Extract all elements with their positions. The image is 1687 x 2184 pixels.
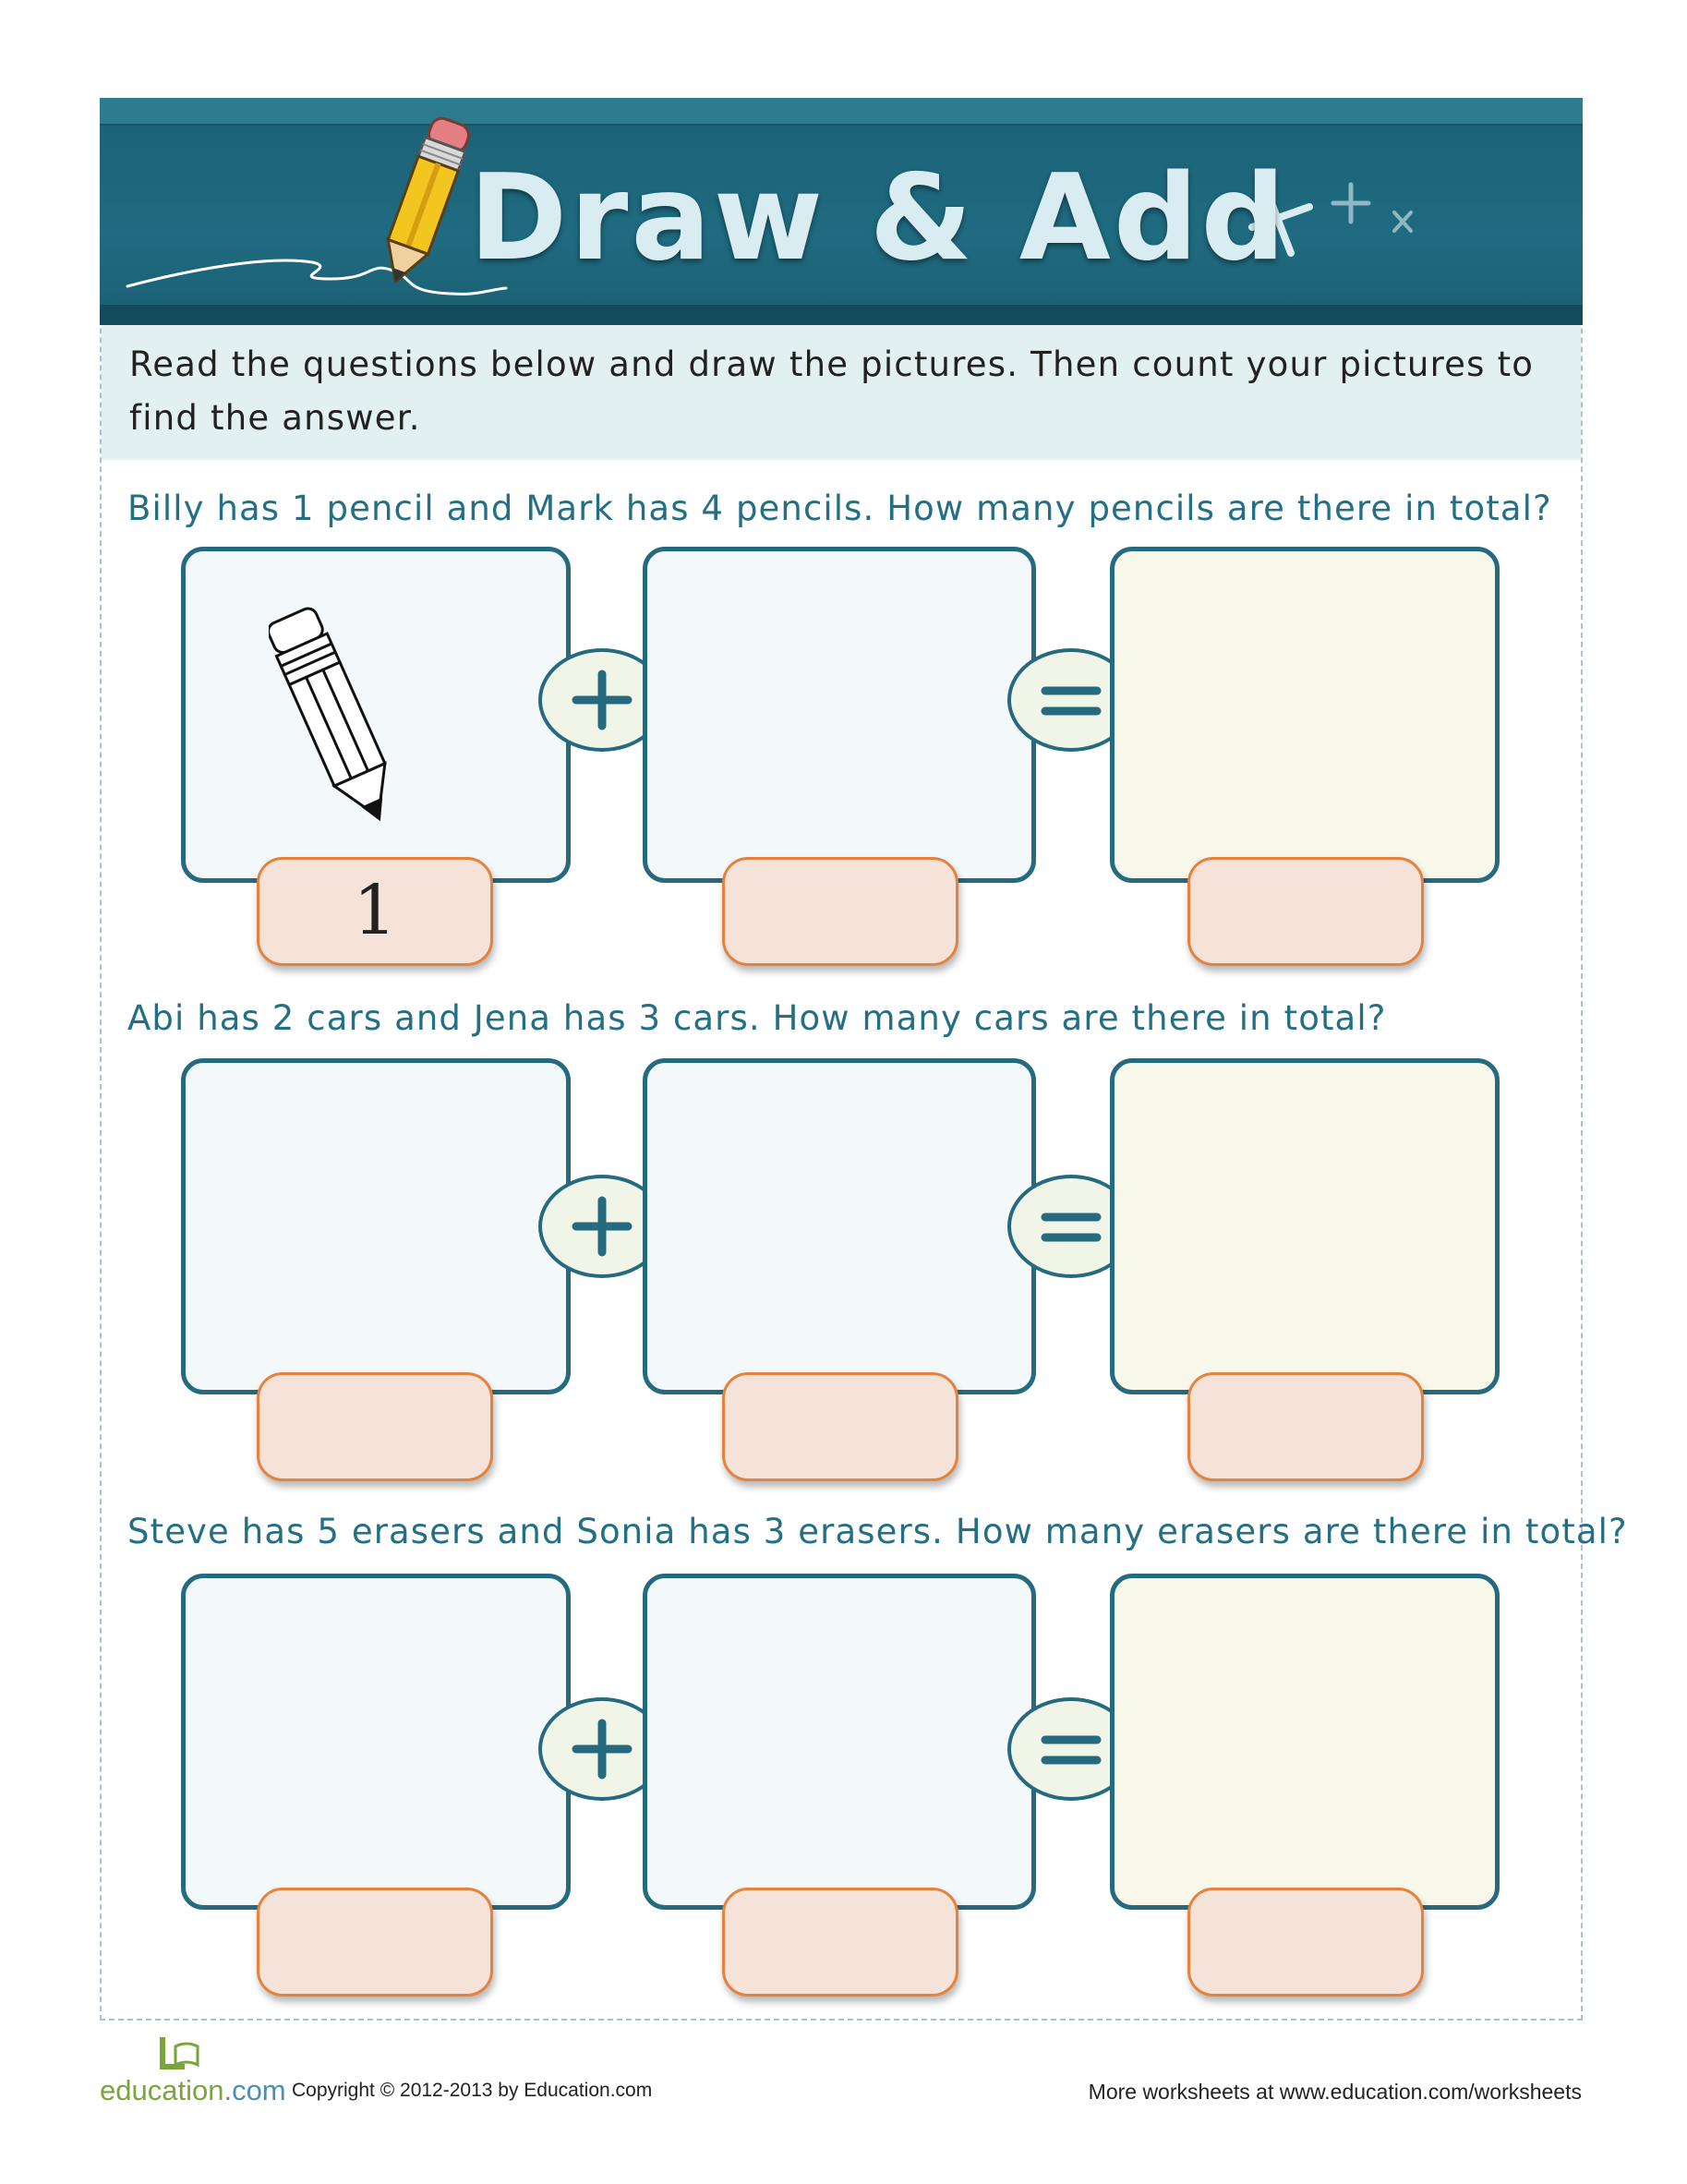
draw-box-second-2[interactable] <box>643 1058 1036 1394</box>
count-second-3[interactable] <box>722 1888 958 1997</box>
count-total-2[interactable] <box>1187 1372 1424 1481</box>
count-first-1[interactable]: 1 <box>257 857 493 966</box>
question-3: Steve has 5 erasers and Sonia has 3 erasers. How many erasers are there in total? <box>127 1512 1628 1551</box>
brand-name: education <box>100 2074 224 2106</box>
instructions-text: Read the questions below and draw the pictures. Then count your pictures to find the answer. <box>102 325 1581 460</box>
count-first-3[interactable] <box>257 1888 493 1997</box>
draw-box-first-1[interactable] <box>181 547 571 883</box>
draw-box-second-1[interactable] <box>643 547 1036 883</box>
education-logo[interactable] <box>100 2074 286 2107</box>
count-total-1[interactable] <box>1187 857 1424 966</box>
draw-box-first-3[interactable] <box>181 1574 571 1910</box>
draw-box-total-2[interactable] <box>1110 1058 1500 1394</box>
count-second-1[interactable] <box>722 857 958 966</box>
count-first-2[interactable] <box>257 1372 493 1481</box>
draw-box-total-1[interactable] <box>1110 547 1500 883</box>
count-second-2[interactable] <box>722 1372 958 1481</box>
page-title: Draw & Add <box>469 150 1289 287</box>
more-worksheets-link[interactable]: More worksheets at www.education.com/worksheets <box>1088 2080 1582 2104</box>
brand-tld: .com <box>223 2074 286 2106</box>
question-2: Abi has 2 cars and Jena has 3 cars. How many cars are there in total? <box>127 998 1387 1038</box>
title-banner <box>100 98 1583 325</box>
pencil-drawing-icon <box>269 596 398 836</box>
draw-box-first-2[interactable] <box>181 1058 571 1394</box>
copyright-text: Copyright © 2012-2013 by Education.com <box>292 2080 653 2101</box>
education-logo-icon <box>157 2033 201 2074</box>
pencil-icon <box>368 111 478 296</box>
question-1: Billy has 1 pencil and Mark has 4 pencils. How many pencils are there in total? <box>127 489 1552 528</box>
draw-box-total-3[interactable] <box>1110 1574 1500 1910</box>
draw-box-second-3[interactable] <box>643 1574 1036 1910</box>
count-total-3[interactable] <box>1187 1888 1424 1997</box>
